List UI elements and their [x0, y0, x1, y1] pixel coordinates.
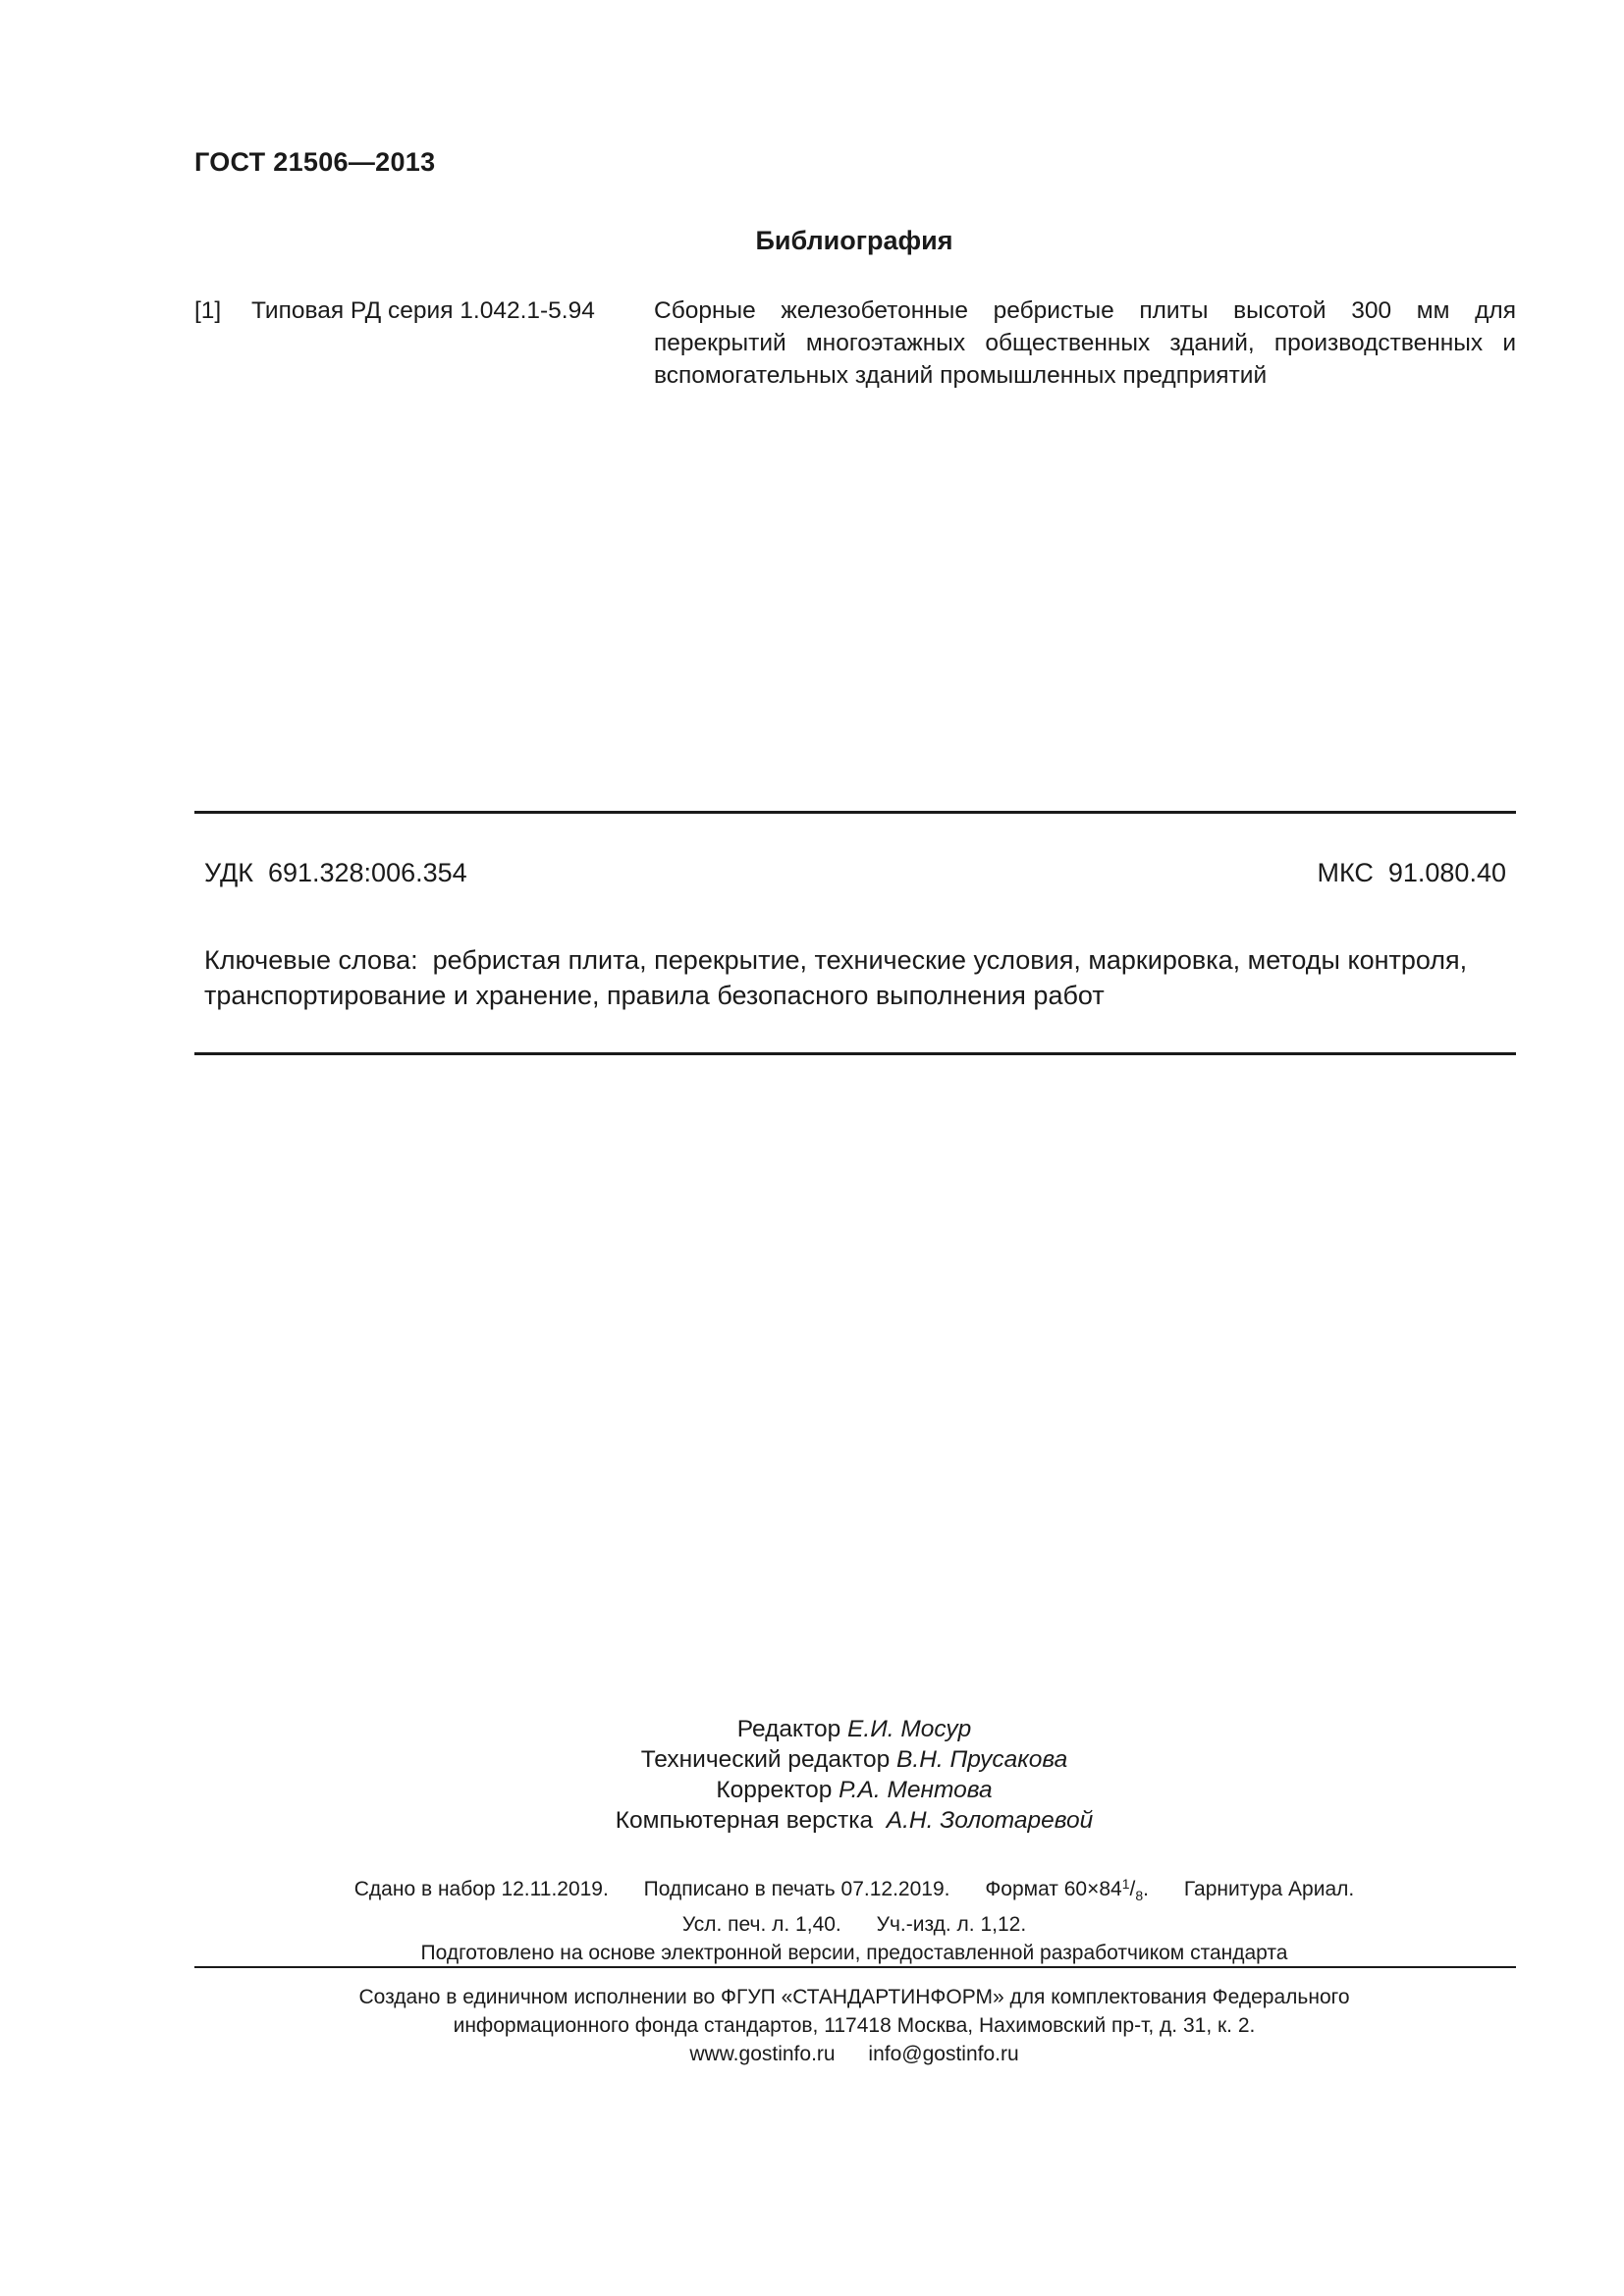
bottom-divider	[194, 1052, 1516, 1055]
bibliography-title: Библиография	[755, 226, 953, 255]
signed-date: Подписано в печать 07.12.2019.	[643, 1878, 950, 1900]
paper-format-sup: 1	[1121, 1876, 1130, 1892]
prepared-note: Подготовлено на основе электронной версии, предоставленной разработчиком стандарта	[420, 1942, 1288, 1964]
footer-divider	[194, 1966, 1516, 1968]
bibliography-entry-source: Типовая РД серия 1.042.1-5.94	[251, 297, 595, 324]
credit-name: Р.А. Ментова	[839, 1777, 993, 1803]
credits	[0, 1714, 1624, 1836]
bibliography-entry-number: [1]	[194, 297, 222, 324]
publisher-contacts	[0, 2040, 1624, 2068]
paper-format-sub: 8	[1135, 1888, 1144, 1903]
credit-editor	[0, 1714, 1624, 1744]
printing-info	[0, 1870, 1624, 1967]
credit-role: Технический редактор	[640, 1746, 891, 1773]
top-divider	[194, 811, 1516, 814]
credit-name: А.Н. Золотаревой	[886, 1807, 1094, 1834]
credit-role: Редактор	[736, 1716, 841, 1742]
publisher-line-1: Создано в единичном исполнении во ФГУП «СТАНДАРТИНФОРМ» для комплектования Федерального	[358, 1986, 1350, 2008]
credit-proofreader	[0, 1775, 1624, 1805]
paper-format-base: Формат 60×84	[985, 1878, 1122, 1900]
document-code: ГОСТ 21506—2013	[194, 147, 436, 177]
credit-tech-editor	[0, 1744, 1624, 1775]
credit-role: Корректор	[716, 1777, 833, 1803]
print-sheets: Усл. печ. л. 1,40.	[681, 1913, 841, 1936]
publisher-website: www.gostinfo.ru	[689, 2043, 836, 2065]
publisher-line-2: информационного фонда стандартов, 117418 Москва, Нахимовский пр-т, д. 31, к. 2.	[453, 2014, 1256, 2037]
printing-line-1	[0, 1870, 1624, 1910]
printing-line-2	[0, 1910, 1624, 1939]
submitted-date: Сдано в набор 12.11.2019.	[353, 1878, 609, 1900]
udk-code: УДК 691.328:006.354	[204, 858, 467, 887]
publisher-info	[0, 1983, 1624, 2068]
paper-format: Формат $60\times 84^1/_8$.	[985, 1876, 1150, 1903]
mks-code: МКС 91.080.40	[1317, 858, 1506, 887]
keywords	[204, 942, 1516, 1013]
keywords-text: ребристая плита, перекрытие, технические условия, маркировка, методы контроля, транспортирование и хранение, правила безопасного выполнения работ	[204, 945, 1468, 1010]
credit-name: Е.И. Мосур	[847, 1716, 972, 1742]
credit-name: В.Н. Прусакова	[896, 1746, 1068, 1773]
bibliography-entry-description: Сборные железобетонные ребристые плиты высотой 300 мм для перекрытий многоэтажных общественных зданий, производственных и вспомогательных зданий промышленных предприятий	[654, 297, 1516, 389]
publisher-email: info@gostinfo.ru	[868, 2043, 1019, 2065]
typeface: Гарнитура Ариал.	[1183, 1878, 1355, 1900]
publishing-sheets: Уч.-изд. л. 1,12.	[876, 1913, 1027, 1936]
credit-role: Компьютерная верстка	[615, 1807, 874, 1834]
credit-layout	[0, 1805, 1624, 1836]
keywords-label: Ключевые слова:	[204, 945, 418, 975]
